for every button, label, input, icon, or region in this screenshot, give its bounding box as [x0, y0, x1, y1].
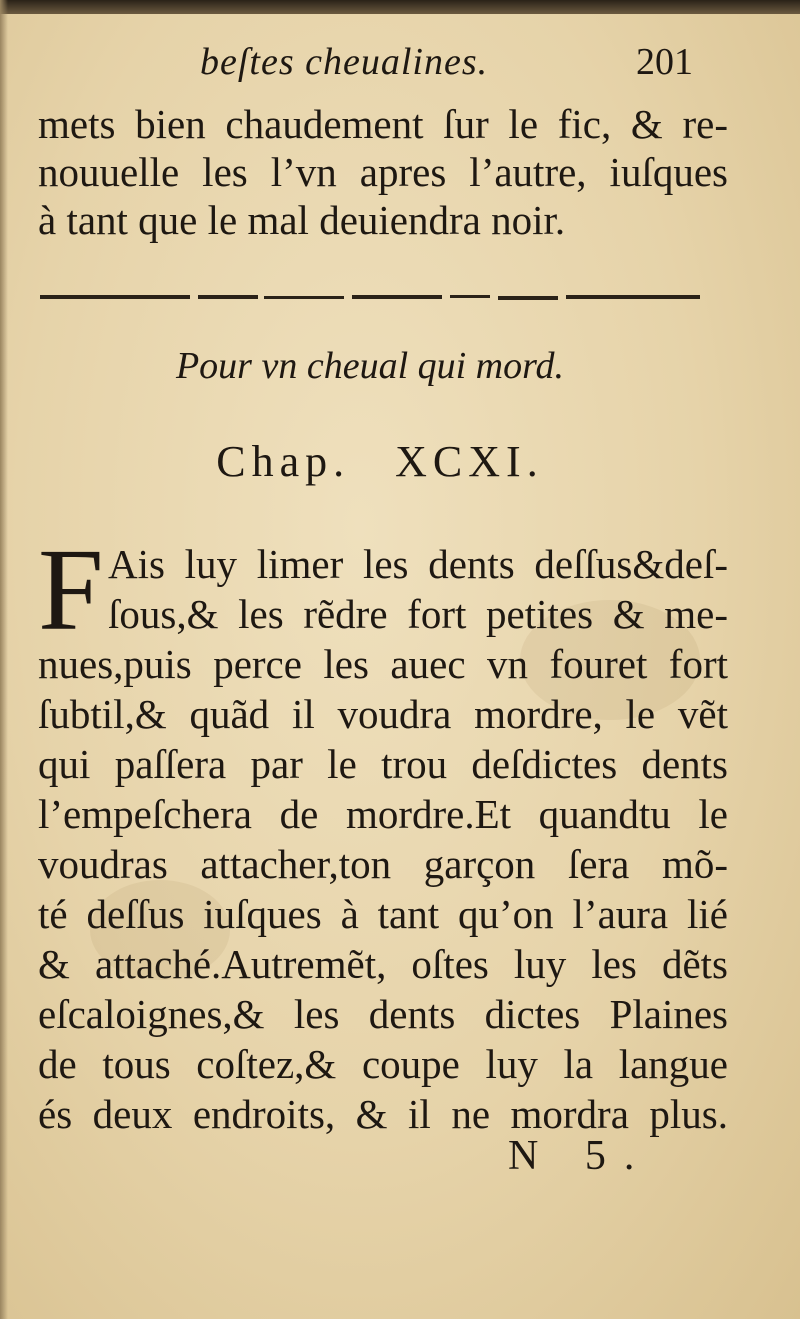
drop-cap: F — [38, 524, 104, 655]
continuation-line: nouuelle les l’vn apres l’autre, iuſques — [38, 149, 728, 195]
ornamental-rule — [40, 290, 700, 304]
page-number: 201 — [636, 41, 693, 83]
body-line: ſous,& les rẽdre fort petites & me- — [108, 591, 728, 637]
body-line: voudras attacher,ton garçon ſera mõ- — [38, 841, 728, 887]
body-line: ſubtil,& quãd il voudra mordre, le vẽt — [38, 691, 728, 737]
continuation-line: mets bien chaudement ſur le fic, & re- — [38, 101, 728, 147]
page-gutter-shadow — [0, 0, 8, 1319]
body-line: nues,puis perce les auec vn fouret fort — [38, 641, 728, 687]
body-line: Ais luy limer les dents deſſus&deſ- — [108, 541, 728, 587]
body-line: de tous coſtez,& coupe luy la langue — [38, 1041, 728, 1087]
body-line: té deſſus iuſques à tant qu’on l’aura lié — [38, 891, 728, 937]
body-line: l’empeſchera de mordre.Et quandtu le — [38, 791, 728, 837]
signature-mark: N 5. — [508, 1133, 653, 1179]
body-line: & attaché.Autremẽt, oſtes luy les dẽts — [38, 941, 728, 987]
page-top-edge — [0, 0, 800, 14]
section-title: Pour vn cheual qui mord. — [175, 345, 565, 387]
body-line: qui paſſera par le trou deſdictes dents — [38, 741, 728, 787]
chapter-label: Chap. — [216, 437, 351, 486]
chapter-number: XCXI. — [395, 437, 544, 486]
body-line: eſcaloignes,& les dents dictes Plaines — [38, 991, 728, 1037]
continuation-line: à tant que le mal deuiendra noir. — [38, 197, 566, 243]
body-line: és deux endroits, & il ne mordra plus. — [38, 1091, 728, 1137]
running-head-title: beſtes cheualines. — [200, 41, 489, 83]
chapter-heading — [0, 436, 760, 487]
